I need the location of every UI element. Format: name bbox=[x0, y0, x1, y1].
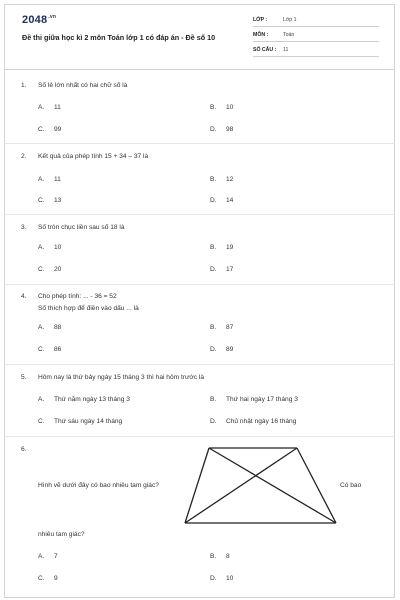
option-d[interactable]: D. 14 bbox=[210, 197, 234, 204]
option-a[interactable]: A. 88 bbox=[38, 324, 62, 331]
option-b[interactable]: B. Thứ hai ngày 17 tháng 3 bbox=[210, 396, 298, 403]
question-number: 4. bbox=[21, 293, 27, 300]
site-logo[interactable] bbox=[22, 14, 56, 26]
option-c[interactable]: C. 20 bbox=[38, 266, 62, 273]
option-b[interactable]: B. 8 bbox=[210, 553, 230, 560]
question-number: 1. bbox=[21, 82, 27, 89]
meta-divider bbox=[253, 56, 379, 57]
question-text: Số tròn chục liền sau số 18 là bbox=[38, 224, 125, 231]
meta-label-count: SỐ CÂU : bbox=[253, 47, 277, 53]
option-c[interactable]: C. 86 bbox=[38, 346, 62, 353]
meta-label-subject: MÔN : bbox=[253, 32, 269, 38]
figure-diagonal-2 bbox=[185, 448, 297, 523]
option-c[interactable]: C. Thứ sáu ngày 14 tháng bbox=[38, 418, 123, 425]
option-a[interactable]: A. 11 bbox=[38, 104, 61, 111]
option-a[interactable]: A. 11 bbox=[38, 176, 61, 183]
option-d[interactable]: D. 98 bbox=[210, 126, 234, 133]
option-b[interactable]: B. 10 bbox=[210, 104, 234, 111]
question-number: 3. bbox=[21, 224, 27, 231]
logo-text: 2048 bbox=[22, 14, 48, 26]
question-divider bbox=[4, 143, 395, 144]
question-text-line-2: Số thích hợp để điền vào dấu ... là bbox=[38, 305, 139, 312]
option-a[interactable]: A. 7 bbox=[38, 553, 58, 560]
header-divider bbox=[4, 69, 395, 70]
question-text: Hình vẽ dưới đây có bao nhiêu tam giác? bbox=[38, 482, 159, 489]
meta-divider bbox=[253, 26, 379, 27]
question-divider bbox=[4, 214, 395, 215]
meta-value-subject: Toán bbox=[283, 32, 295, 38]
meta-divider bbox=[253, 41, 379, 42]
question-number: 2. bbox=[21, 153, 27, 160]
meta-value-count: 11 bbox=[283, 47, 289, 53]
meta-value-class: Lớp 1 bbox=[283, 17, 297, 23]
option-c[interactable]: C. 13 bbox=[38, 197, 62, 204]
question-divider bbox=[4, 284, 395, 285]
question-divider bbox=[4, 364, 395, 365]
option-a[interactable]: A. 10 bbox=[38, 244, 62, 251]
option-a[interactable]: A. Thứ năm ngày 13 tháng 3 bbox=[38, 396, 130, 403]
option-c[interactable]: C. 9 bbox=[38, 575, 58, 582]
option-b[interactable]: B. 87 bbox=[210, 324, 234, 331]
exam-header bbox=[0, 0, 400, 70]
option-b[interactable]: B. 12 bbox=[210, 176, 234, 183]
option-d[interactable]: D. 17 bbox=[210, 266, 234, 273]
meta-label-class: LỚP : bbox=[253, 17, 268, 23]
question-text: Số lẻ lớn nhất có hai chữ số là bbox=[38, 82, 128, 89]
option-d[interactable]: D. 10 bbox=[210, 575, 234, 582]
question-text: Hôm nay là thứ bảy ngày 15 tháng 3 thì hai hôm trước là bbox=[38, 374, 204, 381]
question-text: Kết quả của phép tính 15 + 34 – 37 là bbox=[38, 153, 149, 160]
option-d[interactable]: D. Chủ nhật ngày 16 tháng bbox=[210, 418, 297, 425]
question-number: 6. bbox=[21, 446, 27, 453]
exam-title: Đề thi giữa học kì 2 môn Toán lớp 1 có đáp án - Đề số 10 bbox=[22, 33, 216, 42]
question-text: Cho phép tính: ... - 36 = 52 bbox=[38, 293, 117, 300]
figure-edge-left bbox=[185, 448, 209, 523]
trapezoid-figure bbox=[182, 445, 340, 527]
question-text-line-2: nhiêu tam giác? bbox=[38, 531, 85, 538]
question-divider bbox=[4, 436, 395, 437]
option-c[interactable]: C. 99 bbox=[38, 126, 62, 133]
question-text-tail: Có bao bbox=[340, 482, 362, 489]
logo-suffix: .vn bbox=[48, 14, 57, 20]
question-number: 5. bbox=[21, 374, 27, 381]
option-d[interactable]: D. 89 bbox=[210, 346, 234, 353]
option-b[interactable]: B. 19 bbox=[210, 244, 234, 251]
